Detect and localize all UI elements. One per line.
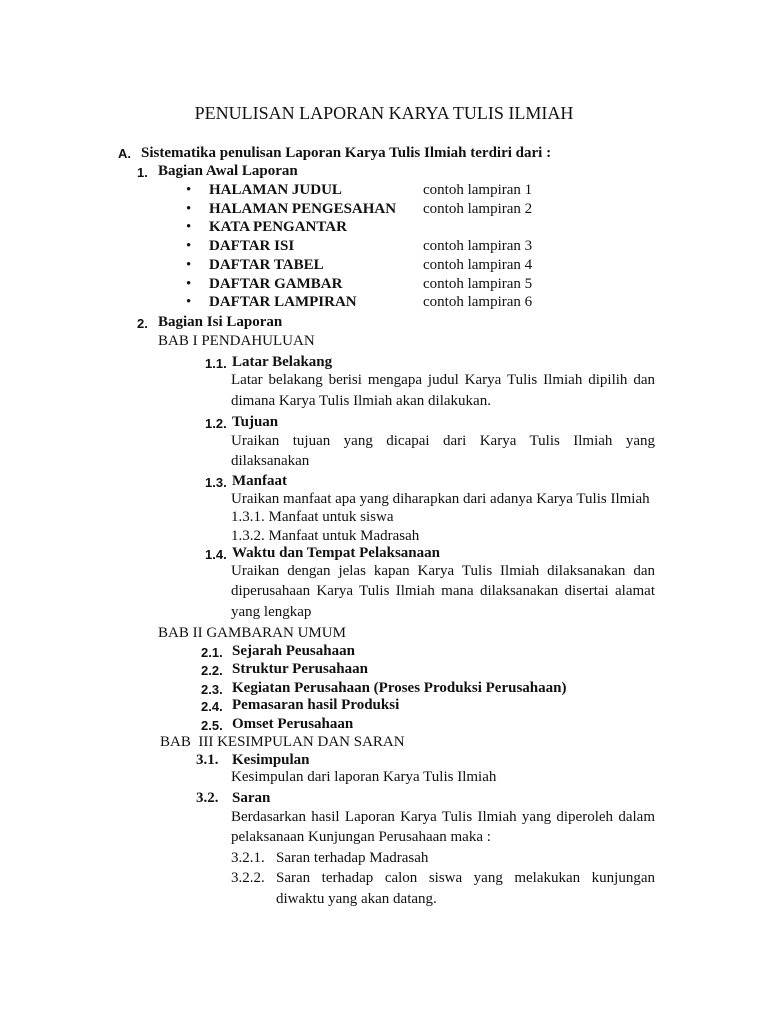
section-number: 3.1. xyxy=(196,752,219,768)
bab-3-heading: BAB III KESIMPULAN DAN SARAN xyxy=(160,734,405,750)
subsection-number: 3.2.1. xyxy=(231,850,265,866)
section-title: Saran xyxy=(232,790,271,806)
section-number: 1.1. xyxy=(205,356,227,371)
bab-1-heading: BAB I PENDAHULUAN xyxy=(158,333,315,349)
section-title: Sejarah Peusahaan xyxy=(232,643,355,659)
paragraph-line: Uraikan tujuan yang dicapai dari Karya Tulis Ilmiah yang xyxy=(231,433,655,449)
section-number: 2.5. xyxy=(201,718,223,733)
subsection-line: diwaktu yang akan datang. xyxy=(276,891,437,907)
subsection-line: Saran terhadap Madrasah xyxy=(276,850,429,866)
list-item-label: DAFTAR ISI xyxy=(209,238,295,254)
part-2-number: 2. xyxy=(137,316,148,331)
section-title: Pemasaran hasil Produksi xyxy=(232,697,400,713)
list-item-label: DAFTAR GAMBAR xyxy=(209,276,343,292)
list-item-note: contoh lampiran 1 xyxy=(423,182,533,198)
part-1-heading: Bagian Awal Laporan xyxy=(158,163,298,179)
list-item-note: contoh lampiran 5 xyxy=(423,276,533,292)
section-title: Manfaat xyxy=(232,473,287,489)
paragraph-line: Uraikan dengan jelas kapan Karya Tulis Ilmiah dilaksanakan dan xyxy=(231,563,655,579)
part-1-number: 1. xyxy=(137,165,148,180)
paragraph-line: yang lengkap xyxy=(231,604,312,620)
bullet-icon: • xyxy=(186,257,192,273)
bullet-icon: • xyxy=(186,201,192,217)
paragraph-line: dilaksanakan xyxy=(231,453,310,469)
section-number: 2.2. xyxy=(201,663,223,678)
bab-2-heading: BAB II GAMBARAN UMUM xyxy=(158,625,346,641)
section-number: 2.4. xyxy=(201,699,223,714)
list-item-label: DAFTAR TABEL xyxy=(209,257,324,273)
paragraph-line: pelaksanaan Kunjungan Perusahaan maka : xyxy=(231,829,491,845)
section-title: Waktu dan Tempat Pelaksanaan xyxy=(232,545,440,561)
section-title: Tujuan xyxy=(232,414,279,430)
subsection-line: Saran terhadap calon siswa yang melakukan kunjungan xyxy=(276,870,655,886)
list-item-note: contoh lampiran 3 xyxy=(423,238,533,254)
bullet-icon: • xyxy=(186,276,192,292)
section-a-marker: A. xyxy=(118,146,131,161)
paragraph-line: diperusahaan Karya Tulis Ilmiah mana dilaksanakan disertai alamat xyxy=(231,583,655,599)
section-number: 1.2. xyxy=(205,416,227,431)
list-item-label: HALAMAN JUDUL xyxy=(209,182,342,198)
section-a-heading: Sistematika penulisan Laporan Karya Tulis Ilmiah terdiri dari : xyxy=(141,145,552,161)
list-item-label: HALAMAN PENGESAHAN xyxy=(209,201,397,217)
section-title: Kegiatan Perusahaan (Proses Produksi Perusahaan) xyxy=(232,680,567,696)
bullet-icon: • xyxy=(186,182,192,198)
subsection-line: 1.3.1. Manfaat untuk siswa xyxy=(231,509,394,525)
bullet-icon: • xyxy=(186,238,192,254)
section-number: 1.4. xyxy=(205,547,227,562)
section-number: 1.3. xyxy=(205,475,227,490)
list-item-label: KATA PENGANTAR xyxy=(209,219,347,235)
paragraph-line: dimana Karya Tulis Ilmiah akan dilakukan. xyxy=(231,393,491,409)
paragraph-line: Berdasarkan hasil Laporan Karya Tulis Ilmiah yang diperoleh dalam xyxy=(231,809,655,825)
list-item-note: contoh lampiran 2 xyxy=(423,201,533,217)
list-item-note: contoh lampiran 6 xyxy=(423,294,533,310)
paragraph-line: Uraikan manfaat apa yang diharapkan dari adanya Karya Tulis Ilmiah xyxy=(231,491,650,507)
subsection-line: 1.3.2. Manfaat untuk Madrasah xyxy=(231,528,420,544)
part-2-heading: Bagian Isi Laporan xyxy=(158,314,283,330)
document-title: PENULISAN LAPORAN KARYA TULIS ILMIAH xyxy=(194,103,574,123)
section-title: Struktur Perusahaan xyxy=(232,661,368,677)
bullet-icon: • xyxy=(186,219,192,235)
subsection-number: 3.2.2. xyxy=(231,870,265,886)
bullet-icon: • xyxy=(186,294,192,310)
list-item-label: DAFTAR LAMPIRAN xyxy=(209,294,357,310)
section-title: Latar Belakang xyxy=(232,354,333,370)
section-title: Omset Perusahaan xyxy=(232,716,354,732)
section-title: Kesimpulan xyxy=(232,752,310,768)
paragraph-line: Kesimpulan dari laporan Karya Tulis Ilmiah xyxy=(231,769,497,785)
section-number: 2.1. xyxy=(201,645,223,660)
section-number: 2.3. xyxy=(201,682,223,697)
section-number: 3.2. xyxy=(196,790,219,806)
paragraph-line: Latar belakang berisi mengapa judul Karya Tulis Ilmiah dipilih dan xyxy=(231,372,655,388)
list-item-note: contoh lampiran 4 xyxy=(423,257,533,273)
